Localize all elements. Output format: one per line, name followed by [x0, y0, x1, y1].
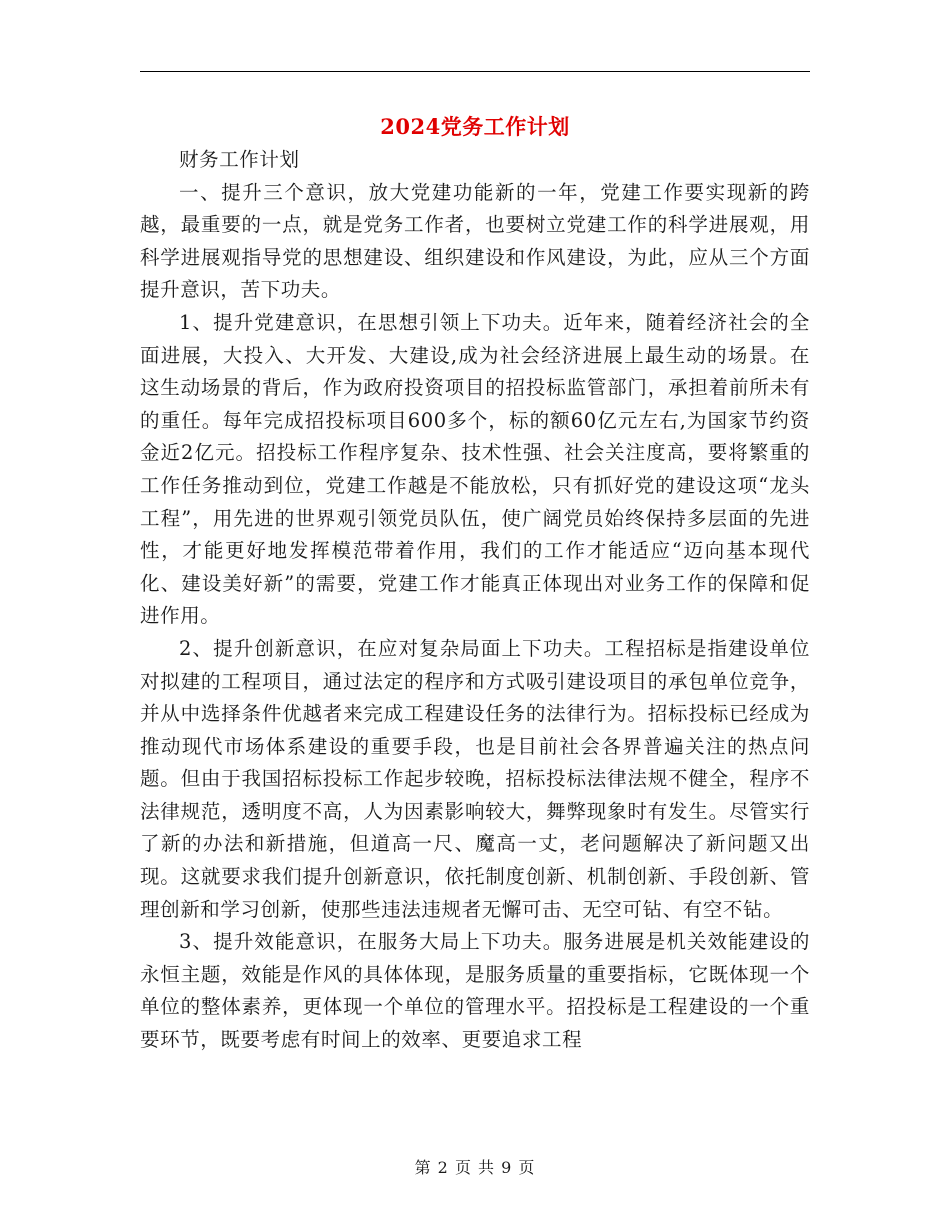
header-rule — [140, 71, 810, 72]
paragraph-section-3: 3、提升效能意识，在服务大局上下功夫。服务进展是机关效能建设的永恒主题，效能是作风的具体体现，是服务质量的重要指标，它既体现一个单位的整体素养，更体现一个单位的管理水平。招投标是工程建设的一个重要环节，既要考虑有时间上的效率、更要追求工程 — [140, 930, 810, 1052]
paragraph-section-2: 2、提升创新意识，在应对复杂局面上下功夫。工程招标是指建设单位对拟建的工程项目，通过法定的程序和方式吸引建设项目的承包单位竞争，并从中选择条件优越者来完成工程建设任务的法律行为。招标投标已经成为推动现代市场体系建设的重要手段，也是目前社会各界普遍关注的热点问题。但由于我国招标投标工作起步较晚，招标投标法律法规不健全，程序不法律规范，透明度不高，人为因素影响较大，舞弊现象时有发生。尽管实行了新的办法和新措施，但道高一尺、魔高一丈，老问题解决了新问题又出现。这就要求我们提升创新意识，依托制度创新、机制创新、手段创新、管理创新和学习创新，使那些违法违规者无懈可击、无空可钻、有空不钻。 — [140, 636, 810, 921]
paragraph-section-1: 1、提升党建意识，在思想引领上下功夫。近年来，随着经济社会的全面进展，大投入、大开发、大建设,成为社会经济进展上最生动的场景。在这生动场景的背后，作为政府投资项目的招投标监管部门，承担着前所未有的重任。每年完成招投标项目600多个，标的额60亿元左右,为国家节约资金近2亿元。招投标工作程序复杂、技术性强、社会关注度高，要将繁重的工作任务推动到位，党建工作越是不能放松，只有抓好党的建设这项“龙头工程”，用先进的世界观引领党员队伍，使广阔党员始终保持多层面的先进性，才能更好地发挥模范带着作用，我们的工作才能适应“迈向基本现代化、建设美好新”的需要，党建工作才能真正体现出对业务工作的保障和促进作用。 — [140, 310, 810, 628]
paragraph-subtitle: 财务工作计划 — [179, 148, 300, 171]
paragraph-intro: 一、提升三个意识，放大党建功能新的一年，党建工作要实现新的跨越，最重要的一点，就是党务工作者，也要树立党建工作的科学进展观，用科学进展观指导党的思想建设、组织建设和作风建设，为此，应从三个方面提升意识，苦下功夫。 — [140, 180, 810, 302]
document-body — [140, 144, 810, 1057]
document-title: 2024党务工作计划 — [380, 114, 570, 139]
page-number: 第 2 页 共 9 页 — [414, 1158, 536, 1177]
